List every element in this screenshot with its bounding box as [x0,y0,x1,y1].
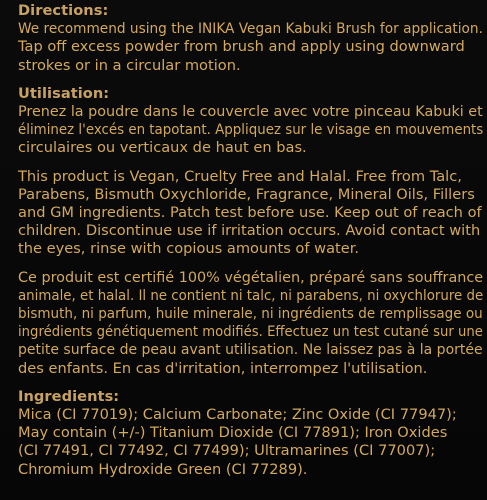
directions-line: Tap off excess powder from brush and apply using downward [18,38,465,56]
statement-en-line: and GM ingredients. Patch test before use. Keep out of reach of [18,204,482,222]
section-spacer [18,158,479,168]
ingredients-line: May contain (+/-) Titanium Dioxide (CI 77891); Iron Oxides [18,424,448,442]
statement-fr-line: des enfants. En cas d'irritation, interrompez l'utilisation. [18,359,428,377]
statement-fr-line: Ce produit est certifié 100% végétalien, préparé sans souffrance [18,268,484,286]
section-spacer [18,75,479,85]
utilisation-line: éliminez l'excés en tapotant. Appliquez sur le visage en mouvements [18,121,484,139]
ingredients-heading: Ingredients: [18,387,120,405]
ingredients-line: Mica (CI 77019); Calcium Carbonate; Zinc Oxide (CI 77947); [18,406,457,424]
statement-en-line: the eyes, rinse with copious amounts of water. [18,240,360,258]
statement-fr-line: bismuth, ni parfum, huile minerale, ni ingrédients de remplissage ou [18,305,483,323]
statement-en-line: This product is Vegan, Cruelty Free and Halal. Free from Talc, [18,167,462,185]
directions-section [18,2,483,75]
statement-fr-line: petite surface de peau avant utilisation. Ne laissez pas à la portée [18,341,483,359]
directions-heading: Directions: [18,2,109,19]
ingredients-line: Chromium Hydroxide Green (CI 77289). [18,460,308,478]
directions-line: strokes or in a circular motion. [18,56,241,74]
statement-fr-section [18,268,484,378]
utilisation-line: Prenez la poudre dans le couvercle avec votre pinceau Kabuki et [18,103,483,121]
section-spacer [18,259,479,269]
utilisation-line: circulaires ou verticaux de haut en bas. [18,139,307,157]
ingredients-section [18,388,479,479]
statement-fr-line: animale, et halal. Il ne contient ni talc, ni parabens, ni oxychlorure de [18,286,484,304]
section-spacer [18,378,479,388]
directions-line: We recommend using the INIKA Vegan Kabuki Brush for application. [18,20,483,38]
statement-en-section [18,167,482,259]
statement-fr-line: ingrédients génétiquement modifiés. Effectuez un test cutané sur une [18,323,483,341]
utilisation-section [18,84,484,158]
ingredients-line: (CI 77491, CI 77492, CI 77499); Ultramarines (CI 77007); [18,442,436,460]
statement-en-line: Parabens, Bismuth Oxychloride, Fragrance, Mineral Oils, Fillers [18,185,475,203]
statement-en-line: children. Discontinue use if irritation occurs. Avoid contact with [18,222,481,240]
utilisation-heading: Utilisation: [18,84,110,102]
